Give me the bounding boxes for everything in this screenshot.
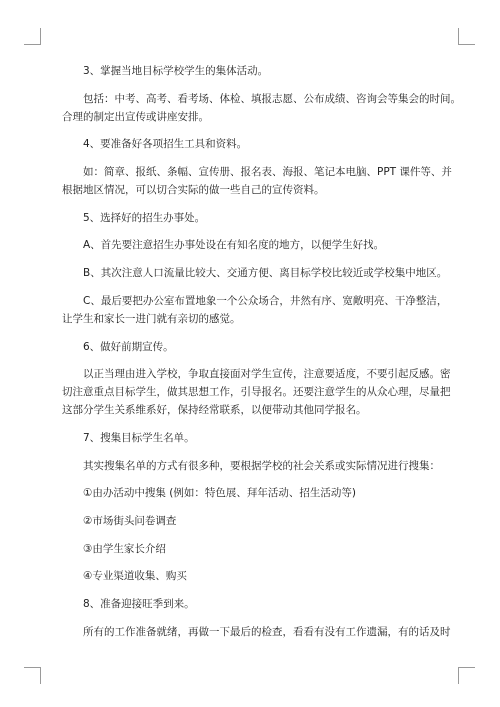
paragraph-line: 切注意重点目标学生，做其思想工作，引导报名。还要注意学生的从众心理，尽量把 bbox=[62, 386, 451, 399]
paragraph-line: 其实搜集名单的方式有很多种，要根据学校的社会关系或实际情况进行搜集： bbox=[83, 459, 440, 472]
paragraph-line: B、其次注意人口流量比较大、交通方便、离目标学校比较近或学校集中地区。 bbox=[83, 267, 448, 280]
crop-mark-top-left bbox=[24, 28, 41, 45]
document-body bbox=[62, 62, 461, 650]
list-item: ②市场街头问卷调查 bbox=[83, 514, 177, 527]
paragraph-line: 如：简章、报纸、条幅、宣传册、报名表、海报、笔记本电脑、PPT 课件等、并 bbox=[83, 166, 452, 179]
list-item: ③由学生家长介绍 bbox=[83, 542, 166, 555]
section-heading-6: 6、做好前期宣传。 bbox=[83, 340, 174, 353]
section-heading-3: 3、掌握当地目标学校学生的集体活动。 bbox=[83, 65, 269, 77]
section-heading-5: 5、选择好的招生办事处。 bbox=[83, 211, 206, 224]
section-heading-7: 7、搜集目标学生名单。 bbox=[83, 431, 195, 444]
paragraph-line: 以正当理由进入学校，争取直接面对学生宣传，注意要适度，不要引起反感。密 bbox=[83, 368, 451, 381]
paragraph-line: C、最后要把办公室布置地象一个公众场合，井然有序、宽敞明亮、干净整洁， bbox=[83, 294, 448, 307]
section-heading-8: 8、准备迎接旺季到来。 bbox=[83, 598, 195, 610]
paragraph-line: 这部分学生关系维系好，保持经常联系，以便带动其他同学报名。 bbox=[62, 404, 367, 417]
paragraph-line: A、首先要注意招生办事处设在有知名度的地方，以便学生好找。 bbox=[83, 239, 385, 252]
crop-mark-bottom-left bbox=[24, 667, 41, 684]
list-item: ①由办活动中搜集 (例如：特色展、拜年活动、招生活动等) bbox=[83, 487, 356, 500]
section-heading-4: 4、要准备好各项招生工具和资料。 bbox=[83, 138, 248, 151]
list-item: ④专业渠道收集、购买 bbox=[83, 570, 187, 583]
crop-mark-top-right bbox=[458, 28, 475, 45]
crop-mark-bottom-right bbox=[458, 667, 475, 684]
paragraph-line: 根据地区情况，可以切合实际的做一些自己的宣传资料。 bbox=[62, 184, 325, 197]
paragraph-line: 合理的制定出宣传或讲座安排。 bbox=[62, 110, 209, 123]
paragraph-line: 让学生和家长一进门就有亲切的感觉。 bbox=[62, 312, 241, 325]
paragraph-line: 包括：中考、高考、看考场、体检、填报志愿、公布成绩、咨询会等集会的时间。 bbox=[83, 92, 461, 105]
paragraph-line: 所有的工作准备就绪，再做一下最后的检查，看看有没有工作遗漏，有的话及时 bbox=[83, 625, 451, 638]
